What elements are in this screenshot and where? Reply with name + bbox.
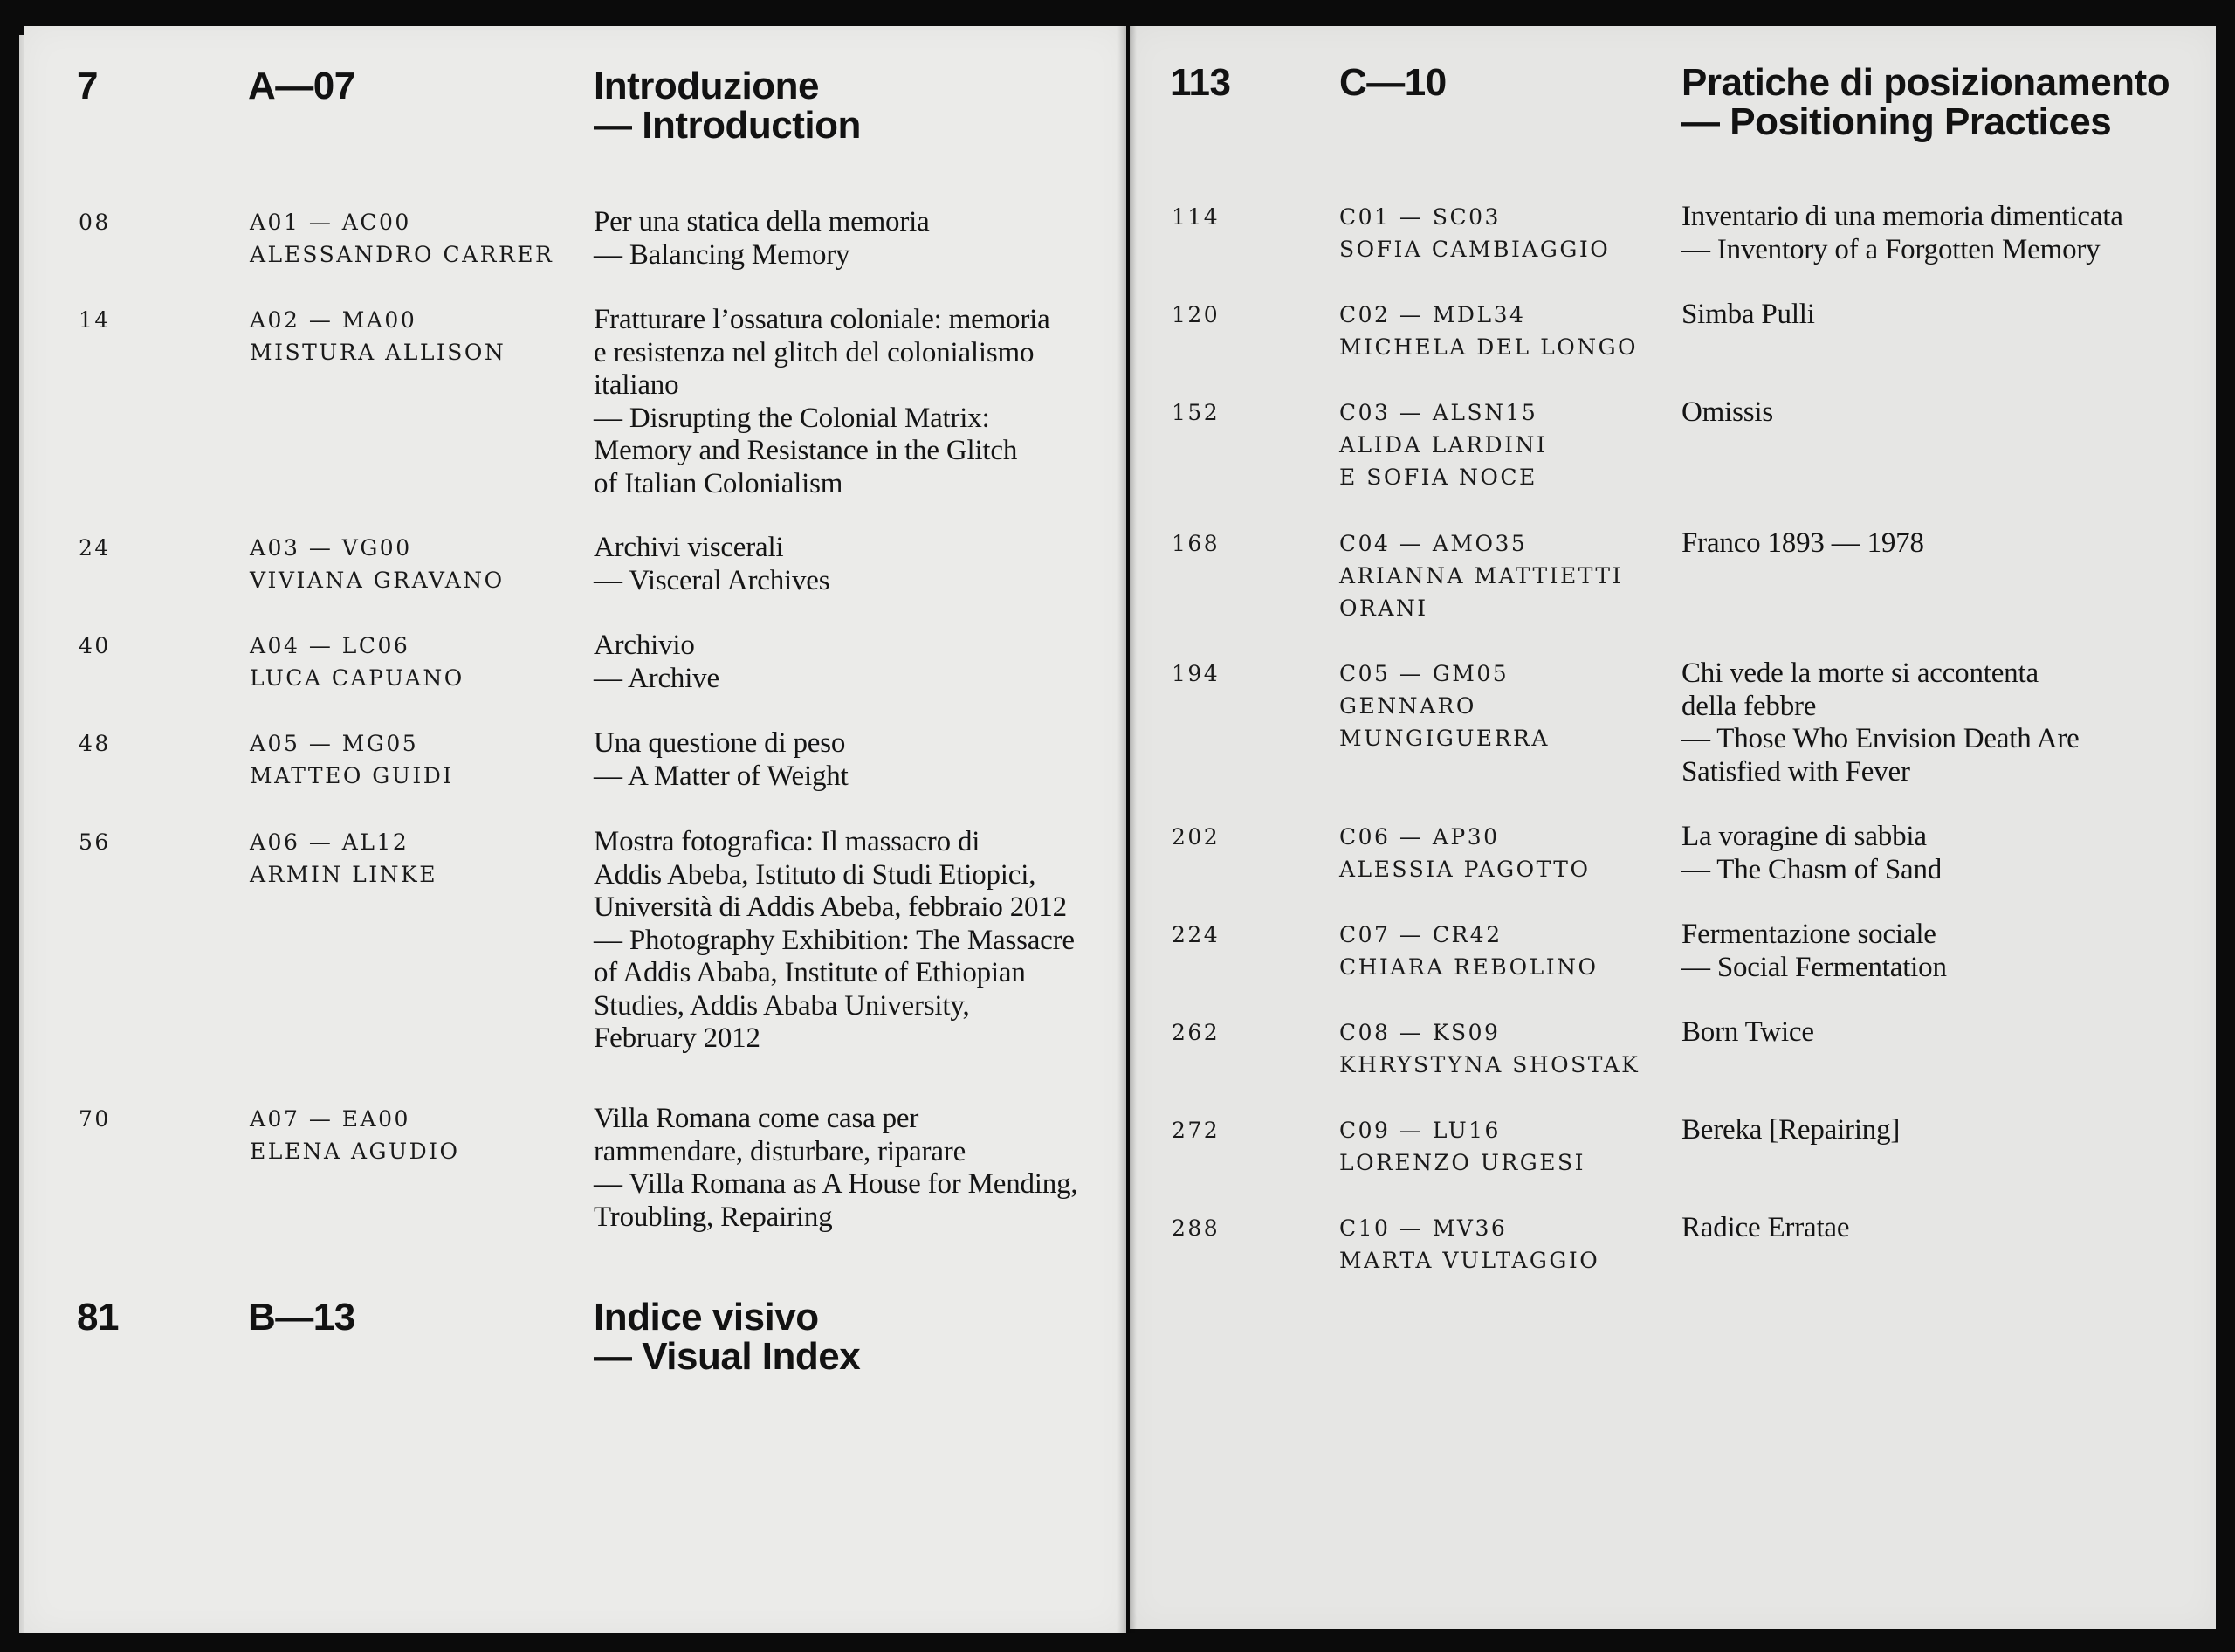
- entry-title: La voragine di sabbia — The Chasm of Sand: [1681, 821, 1943, 885]
- entry-page-number: 120: [1172, 302, 1221, 327]
- section-code: A—07: [248, 65, 355, 107]
- entry-title: Archivi viscerali — Visceral Archives: [594, 532, 830, 596]
- entry-title: Simba Pulli: [1681, 299, 1815, 330]
- entry-code-author: C09 — LU16 LORENZO URGESI: [1339, 1118, 1585, 1175]
- entry-code-author: A07 — EA00 ELENA AGUDIO: [250, 1106, 460, 1164]
- entry-code-author: A03 — VG00 VIVIANA GRAVANO: [250, 535, 505, 593]
- entry-title: Per una statica della memoria — Balancing Memory: [594, 206, 930, 271]
- entry-page-number: 288: [1172, 1215, 1221, 1241]
- entry-title: Omissis: [1681, 396, 1773, 428]
- section-code: C—10: [1339, 61, 1447, 104]
- entry-page-number: 202: [1172, 824, 1221, 850]
- entry-code-author: C01 — SC03 SOFIA CAMBIAGGIO: [1339, 204, 1611, 262]
- entry-code-author: C07 — CR42 CHIARA REBOLINO: [1339, 922, 1599, 980]
- entry-code-author: A06 — AL12 ARMIN LINKE: [250, 829, 437, 887]
- section-page-number: 7: [77, 65, 98, 107]
- entry-page-number: 40: [79, 633, 111, 658]
- entry-page-number: 272: [1172, 1118, 1221, 1143]
- section-page-number: 113: [1170, 61, 1231, 104]
- entry-title: Radice Erratae: [1681, 1212, 1850, 1243]
- entry-page-number: 56: [79, 829, 111, 855]
- entry-code-author: C05 — GM05 GENNARO MUNGIGUERRA: [1339, 661, 1550, 751]
- entry-title: Archivio — Archive: [594, 630, 719, 694]
- entry-code-author: C10 — MV36 MARTA VULTAGGIO: [1339, 1215, 1600, 1273]
- entry-title: Bereka [Repairing]: [1681, 1114, 1901, 1146]
- section-page-number: 81: [77, 1296, 119, 1339]
- entry-title: Chi vede la morte si accontenta della febbre — Those Who Envision Death Are Satisfied with Fever: [1681, 657, 2080, 788]
- entry-code-author: C02 — MDL34 MICHELA DEL LONGO: [1339, 302, 1639, 360]
- section-title: Indice visivo — Visual Index: [594, 1296, 861, 1378]
- entry-title: Fratturare l’ossatura coloniale: memoria e resistenza nel glitch del colonialismo italiano — Disrupting the Colonial Matrix: Memory and Resistance in the Glitch of Italian Colonialism: [594, 304, 1050, 499]
- entry-title: Inventario di una memoria dimenticata — Inventory of a Forgotten Memory: [1681, 201, 2123, 265]
- entry-code-author: A04 — LC06 LUCA CAPUANO: [250, 633, 464, 691]
- entry-title: Mostra fotografica: Il massacro di Addis Abeba, Istituto di Studi Etiopici, Università di Addis Abeba, febbraio 2012 — Photography Exhibition: The Massacre of Addis Ababa, Institute of Ethiopian Studies, Addis Ababa University, February 2012: [594, 826, 1075, 1054]
- entry-page-number: 114: [1172, 204, 1221, 230]
- entry-page-number: 48: [79, 731, 111, 756]
- entry-title: Franco 1893 — 1978: [1681, 527, 1924, 559]
- entry-code-author: A01 — AC00 ALESSANDRO CARRER: [250, 210, 554, 267]
- entry-title: Born Twice: [1681, 1016, 1814, 1048]
- entry-page-number: 70: [79, 1106, 111, 1132]
- entry-title: Una questione di peso — A Matter of Weight: [594, 727, 849, 792]
- entry-code-author: C03 — ALSN15 ALIDA LARDINI E SOFIA NOCE: [1339, 400, 1548, 490]
- section-title: Introduzione — Introduction: [594, 65, 861, 147]
- entry-code-author: A02 — MA00 MISTURA ALLISON: [250, 307, 506, 365]
- entry-title: Fermentazione sociale — Social Fermentation: [1681, 919, 1947, 983]
- section-code: B—13: [248, 1296, 355, 1339]
- right-page: [1130, 26, 2216, 1629]
- entry-page-number: 14: [79, 307, 111, 333]
- entry-code-author: C04 — AMO35 ARIANNA MATTIETTI ORANI: [1339, 531, 1623, 621]
- section-title: Pratiche di posizionamento — Positioning Practices: [1681, 61, 2170, 143]
- entry-page-number: 224: [1172, 922, 1221, 947]
- entry-page-number: 262: [1172, 1020, 1221, 1045]
- left-page: [24, 26, 1126, 1633]
- entry-page-number: 194: [1172, 661, 1221, 686]
- entry-code-author: A05 — MG05 MATTEO GUIDI: [250, 731, 454, 788]
- entry-page-number: 168: [1172, 531, 1221, 556]
- entry-page-number: 152: [1172, 400, 1221, 425]
- entry-code-author: C08 — KS09 KHRYSTYNA SHOSTAK: [1339, 1020, 1640, 1077]
- entry-page-number: 08: [79, 210, 111, 235]
- entry-page-number: 24: [79, 535, 111, 561]
- book-gutter: [1118, 26, 1137, 1633]
- entry-code-author: C06 — AP30 ALESSIA PAGOTTO: [1339, 824, 1591, 882]
- entry-title: Villa Romana come casa per rammendare, disturbare, riparare — Villa Romana as A House for Mending, Troubling, Repairing: [594, 1103, 1078, 1233]
